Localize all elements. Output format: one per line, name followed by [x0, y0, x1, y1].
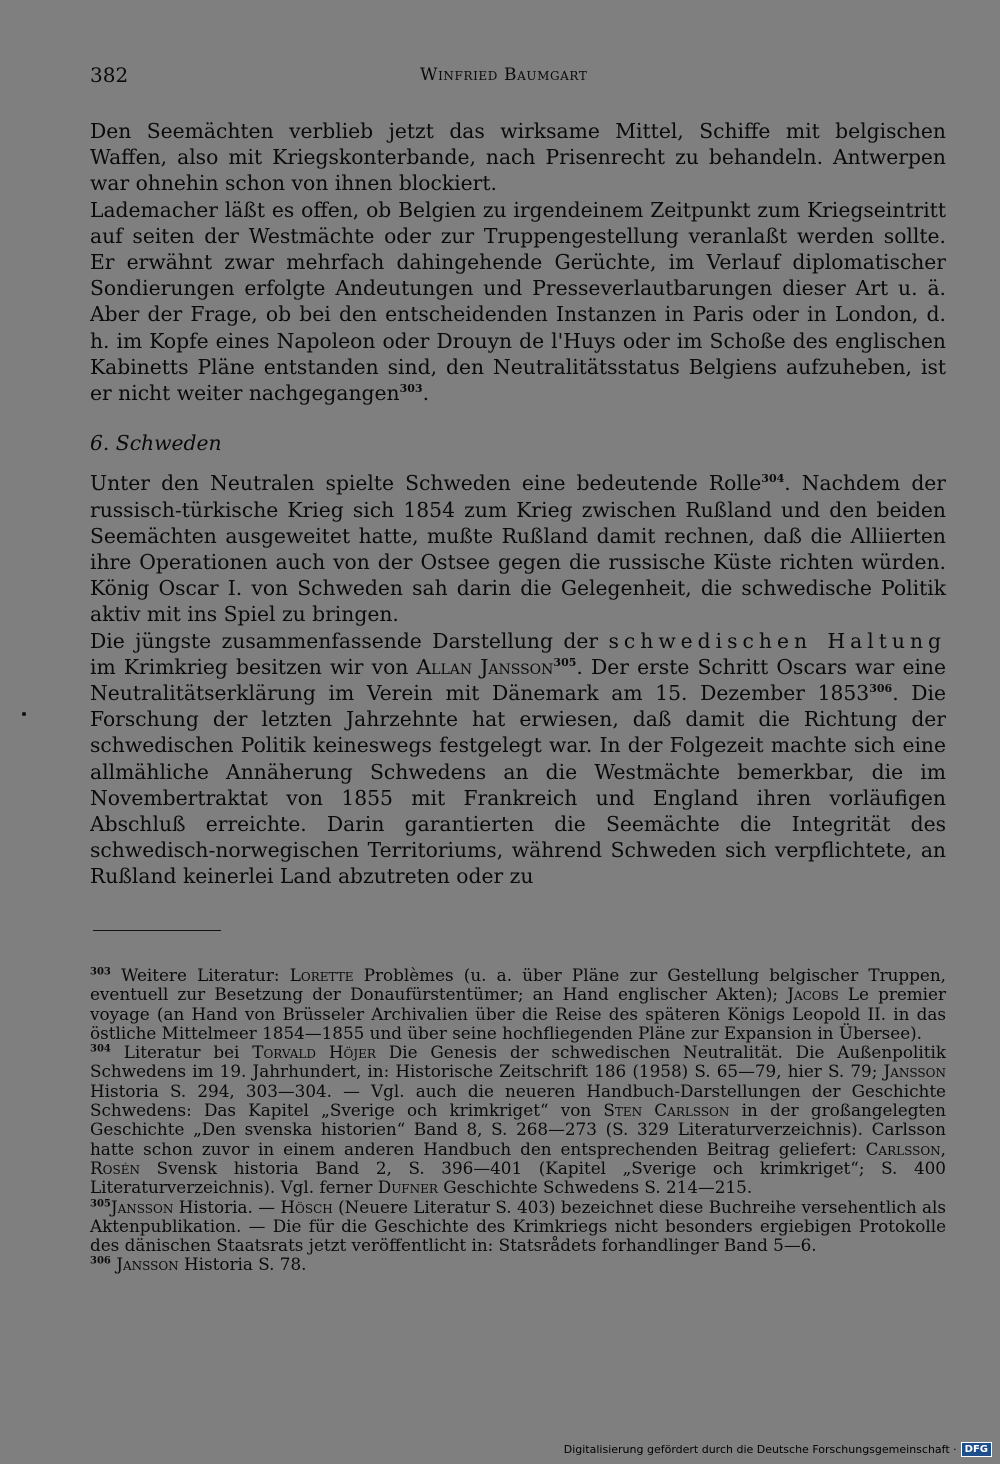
footnote-305: $^{305}$Jansson Historia. — Hösch (Neuere Literatur S. 403) bezeichnet diese Buchreihe versehentlich als Aktenpublikation. — Die für die Geschichte des Krimkriegs nicht besonders ergiebigen Protokolle des dänischen Staatsrats jetzt veröffentlicht in: Statsrådets forhandlinger Band 5—6.	[90, 1196, 946, 1256]
footnote-304: $^{304}$ Literatur bei Torvald Höjer Die Genesis der schwedischen Neutralität. Die Außenpolitik Schwedens im 19. Jahrhundert, in: Historische Zeitschrift 186 (1958) S. 65—79, hier S. 79; Jansson Historia S. 294, 303—304. — Vgl. auch die neueren Handbuch-Darstellungen der Geschichte Schwedens: Das Kapitel „Sverige och krimkriget“ von Sten Carlsson in der großangelegten Geschichte „Den svenska historien“ Band 8, S. 268—273 (S. 329 Literaturverzeichnis). Carlsson hatte schon zuvor in einem anderen Handbuch den entsprechenden Beitrag geliefert: Carlsson, Rosén Svensk historia Band 2, S. 396—401 (Kapitel „Sverige och krimkriget“; S. 400 Literaturverzeichnis). Vgl. ferner Dufner Geschichte Schwedens S. 214—215.	[90, 1042, 946, 1198]
page-number: 382	[90, 63, 129, 87]
dfg-logo-icon[interactable]: DFG	[961, 1442, 992, 1457]
footnotes	[90, 966, 946, 1275]
spaced-emphasis: schwedischen Haltung	[608, 628, 946, 653]
book-page	[90, 0, 946, 1464]
footnote-divider	[93, 930, 221, 931]
paragraph-1: Den Seemächten verblieb jetzt das wirksame Mittel, Schiffe mit belgischen Waffen, also mit Kriegskonterbande, nach Prisenrecht zu behandeln. Antwerpen war ohnehin schon von ihnen blockiert.	[90, 119, 946, 196]
section-heading: 6. Schweden	[90, 431, 222, 456]
credit-text: Digitalisierung gefördert durch die Deutsche Forschungsgemeinschaft ·	[563, 1442, 957, 1456]
footnote-ref-306[interactable]: 306	[869, 682, 893, 696]
paragraph-4: Die jüngste zusammenfassende Darstellung der schwedischen Haltung im Krimkrieg besitzen wir von Allan Jansson$^{305}$. Der erste Schritt Oscars war eine Neutralitätserklärung im Verein mit Dänemark am 15. Dezember 1853$^{306}$. Die Forschung der letzten Jahrzehnte hat erwiesen, daß damit die Richtung der schwedischen Politik keineswegs festgelegt war. In der Folgezeit machte sich eine allmähliche Annäherung Schwedens an die Westmächte bemerkbar, die im Novembertraktat von 1855 mit Frankreich und England ihren vorläufigen Abschluß erreichte. Darin garantierten die Seemächte die Integrität des schwedisch-norwegischen Territoriums, während Schweden sich verpflichtete, an Rußland keinerlei Land abzutreten oder zu	[90, 628, 946, 889]
main-text	[90, 118, 946, 890]
author-name: Allan Jansson	[416, 654, 554, 679]
paragraph-2: Lademacher läßt es offen, ob Belgien zu irgendeinem Zeitpunkt zum Kriegseintritt auf seiten der Westmächte oder zur Truppengestellung veranlaßt werden sollte. Er erwähnt zwar mehrfach dahingehende Gerüchte, im Verlauf diplomatischer Sondierungen erfolgte Andeutungen und Presseverlautbarungen dieser Art u. ä. Aber der Frage, ob bei den entscheidenden Instanzen in Paris oder in London, d. h. im Kopfe eines Napoleon oder Drouyn de l'Huys oder im Schoße des englischen Kabinetts Pläne entstanden sind, den Neutralitätsstatus Belgiens aufzuheben, ist er nicht weiter nachgegangen$^{303}$.	[90, 197, 946, 406]
footnote-ref-303[interactable]: 303	[399, 382, 423, 396]
footnote-303: $^{303}$ Weitere Literatur: Lorette Problèmes (u. a. über Pläne zur Gestellung belgischer Truppen, eventuell zur Besetzung der Donaufürstentümer; an Hand englischer Akten); Jacobs Le premier voyage (an Hand von Brüsseler Archivalien über die Reise des späteren Königs Leopold II. in das östliche Mittelmeer 1854—1855 und über seine hochfliegenden Pläne zur Expansion in Übersee).	[90, 965, 947, 1043]
footnote-ref-305[interactable]: 305	[553, 656, 577, 670]
margin-dot	[22, 712, 26, 716]
footer-credit	[564, 1440, 992, 1458]
footnote-ref-304[interactable]: 304	[761, 472, 785, 486]
footnote-306: $^{306}$ Jansson Historia S. 78.	[90, 1254, 307, 1275]
paragraph-3: Unter den Neutralen spielte Schweden eine bedeutende Rolle$^{304}$. Nachdem der russisch-türkische Krieg sich 1854 zum Krieg zwischen Rußland und den beiden Seemächten ausgeweitet hatte, mußte Rußland damit rechnen, daß die Alliierten ihre Operationen auch von der Ostsee gegen die russische Küste richten würden. König Oscar I. von Schweden sah darin die Gelegenheit, die schwedische Politik aktiv mit ins Spiel zu bringen.	[90, 471, 946, 627]
running-head-author: Winfried Baumgart	[420, 65, 588, 85]
